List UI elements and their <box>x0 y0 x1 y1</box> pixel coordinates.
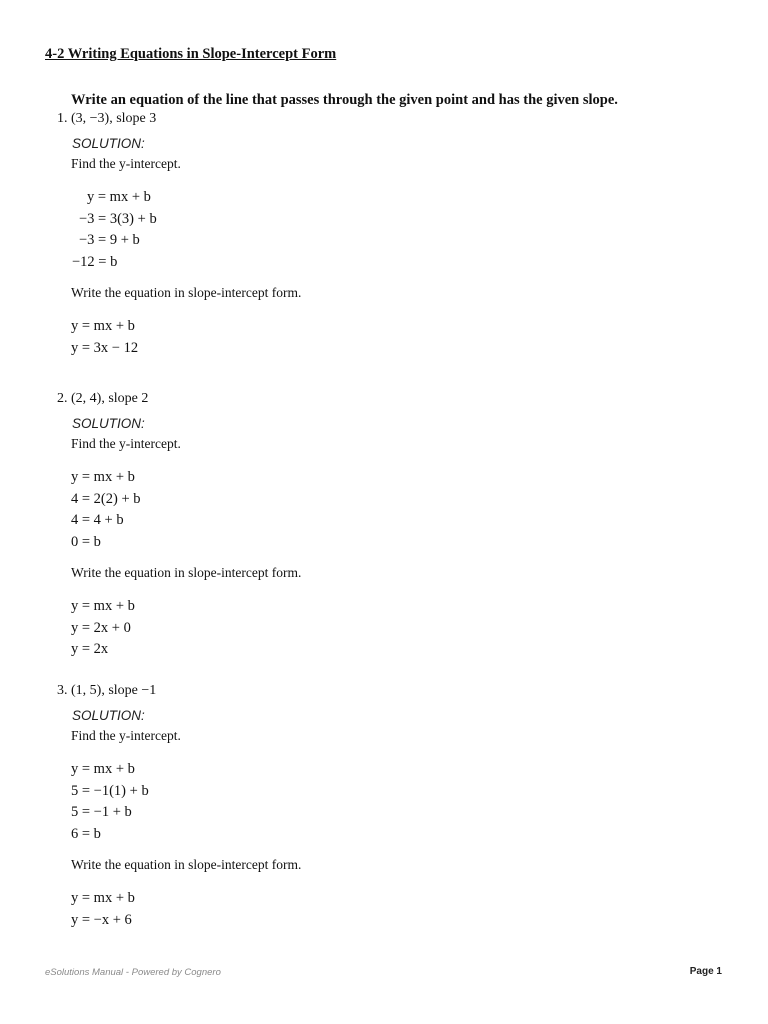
equation-line: y = 2x <box>71 641 109 657</box>
step-write-equation: Write the equation in slope-intercept form. <box>71 565 302 580</box>
equation-block-1 <box>71 467 737 553</box>
step-find-intercept: Find the y-intercept. <box>71 436 181 451</box>
problem-prompt: (2, 4), slope 2 <box>71 391 149 406</box>
equation-line: y = mx + b <box>71 469 135 485</box>
equation-line: y = mx + b <box>71 318 135 334</box>
equation-line: −3 = 9 + b <box>79 232 140 248</box>
instruction: Write an equation of the line that passes through the given point and has the given slope. <box>71 92 618 108</box>
page-title: 4-2 Writing Equations in Slope-Intercept Form <box>45 46 337 62</box>
equation-line: 4 = 4 + b <box>71 512 124 528</box>
problem-number: 1. <box>57 111 68 126</box>
problem-2 <box>57 389 737 661</box>
equation-line: 0 = b <box>71 533 101 550</box>
problem-number: 3. <box>57 683 68 698</box>
problem-1 <box>57 109 737 359</box>
equation-line: y = 2x + 0 <box>71 619 131 636</box>
step-find-intercept: Find the y-intercept. <box>71 728 181 743</box>
step-write-equation: Write the equation in slope-intercept form. <box>71 857 302 872</box>
problem-2-head <box>57 389 737 409</box>
problem-number: 2. <box>57 391 68 406</box>
equation-block-1 <box>71 759 737 845</box>
equation-line: −12 = b <box>72 253 118 270</box>
equation-line: y = mx + b <box>71 761 135 777</box>
footer-source: eSolutions Manual - Powered by Cognero <box>45 967 221 978</box>
problem-prompt: (1, 5), slope −1 <box>71 683 157 698</box>
equation-line: −3 = 3(3) + b <box>79 210 157 227</box>
equation-block-2 <box>71 596 737 661</box>
equation-line: 5 = −1(1) + b <box>71 782 149 799</box>
footer-page-number: Page 1 <box>689 966 722 977</box>
equation-block-1 <box>71 187 737 273</box>
solution-label: SOLUTION: <box>72 136 145 151</box>
equation-line: 4 = 2(2) + b <box>71 490 141 507</box>
equation-block-2 <box>71 888 737 931</box>
equation-line: y = mx + b <box>87 189 151 205</box>
step-write-equation: Write the equation in slope-intercept form. <box>71 285 302 300</box>
solution-label: SOLUTION: <box>72 708 145 723</box>
equation-line: y = 3x − 12 <box>71 339 139 356</box>
equation-line: y = mx + b <box>71 598 135 614</box>
equation-line: 5 = −1 + b <box>71 804 132 820</box>
problem-1-head <box>57 109 737 129</box>
problem-3 <box>57 681 737 931</box>
equation-line: 6 = b <box>71 825 101 842</box>
equation-block-2 <box>71 316 737 359</box>
problem-3-head <box>57 681 737 701</box>
step-find-intercept: Find the y-intercept. <box>71 156 181 171</box>
equation-line: y = mx + b <box>71 890 135 906</box>
equation-line: y = −x + 6 <box>71 911 132 928</box>
problem-prompt: (3, −3), slope 3 <box>71 111 157 126</box>
solution-label: SOLUTION: <box>72 416 145 431</box>
